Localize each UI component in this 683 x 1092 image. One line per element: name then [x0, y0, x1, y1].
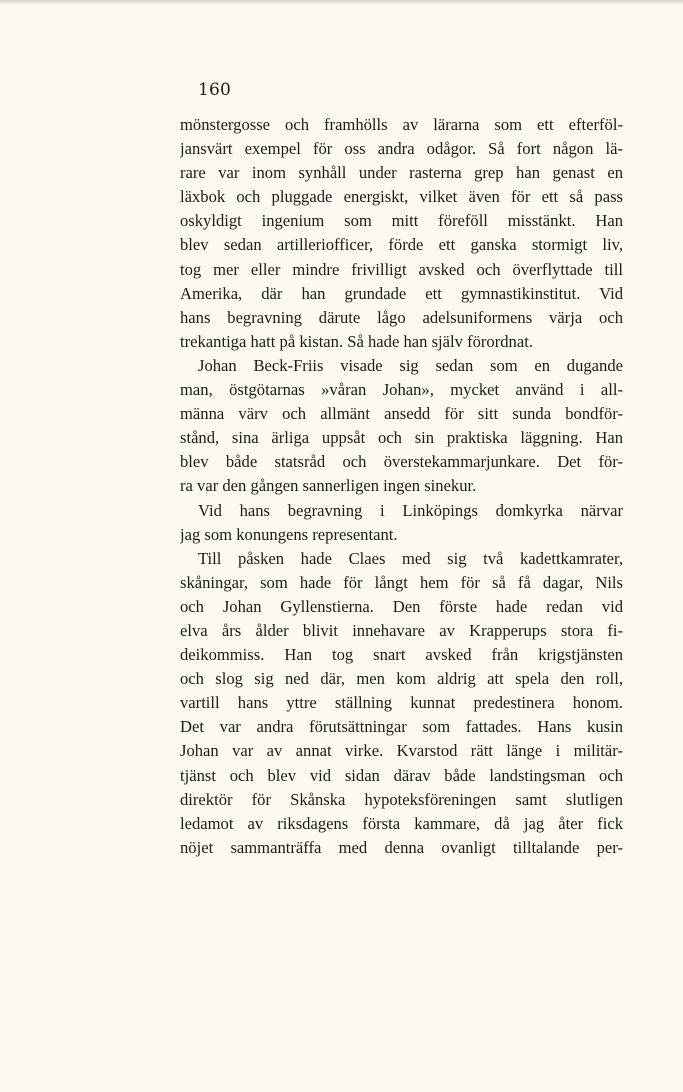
body-text: [180, 113, 623, 860]
text-line: Vid hans begravning i Linköpings domkyrka närvar: [198, 500, 623, 520]
text-line: hans begravning därute lågo adelsuniformens värja och: [180, 307, 623, 327]
text-line: jansvärt exempel för oss andra odågor. Så fort någon lä-: [180, 139, 623, 159]
text-line: jag som konungens representant.: [180, 524, 398, 544]
text-line: Johan var av annat virke. Kvarstod rätt länge i militär-: [180, 741, 623, 761]
text-line: läxbok och pluggade energiskt, vilket även för ett så pass: [180, 187, 623, 207]
page-top-edge: [0, 0, 683, 4]
text-line: vartill hans yttre ställning kunnat predestinera honom.: [180, 693, 623, 713]
text-line: tog mer eller mindre frivilligt avsked och överflyttade till: [180, 259, 623, 279]
text-line: stånd, sina ärliga uppsåt och sin praktiska läggning. Han: [180, 428, 623, 448]
text-line: ra var den gången sannerligen ingen sinekur.: [180, 476, 477, 496]
page-number: 160: [198, 80, 232, 100]
text-line: blev sedan artilleriofficer, förde ett ganska stormigt liv,: [180, 235, 623, 255]
text-line: nöjet sammanträffa med denna ovanligt tilltalande per-: [180, 837, 623, 857]
text-line: direktör för Skånska hypoteksföreningen samt slutligen: [180, 789, 623, 809]
text-line: deikommiss. Han tog snart avsked från krigstjänsten: [180, 645, 623, 665]
text-line: blev både statsråd och överstekammarjunkare. Det för-: [180, 452, 623, 472]
text-line: Amerika, där han grundade ett gymnastikinstitut. Vid: [180, 283, 623, 303]
text-line: skåningar, som hade för långt hem för så få dagar, Nils: [180, 572, 623, 592]
text-line: rare var inom synhåll under rasterna grep han genast en: [180, 163, 623, 183]
text-line: och slog sig ned där, men kom aldrig att spela den roll,: [180, 669, 623, 689]
text-line: oskyldigt ingenium som mitt föreföll misstänkt. Han: [180, 211, 623, 231]
text-line: man, östgötarnas »våran Johan», mycket använd i all-: [180, 380, 623, 400]
text-line: Det var andra förutsättningar som fattades. Hans kusin: [180, 717, 623, 737]
text-line: Johan Beck-Friis visade sig sedan som en dugande: [198, 355, 623, 375]
text-line: ledamot av riksdagens första kammare, då jag åter fick: [180, 813, 623, 833]
text-line: männa värv och allmänt ansedd för sitt sunda bondför-: [180, 404, 623, 424]
text-line: och Johan Gyllenstierna. Den förste hade redan vid: [180, 596, 623, 616]
text-line: mönstergosse och framhölls av lärarna som ett efterföl-: [180, 115, 623, 134]
text-line: tjänst och blev vid sidan därav både landstingsman och: [180, 765, 623, 785]
text-line: trekantiga hatt på kistan. Så hade han själv förordnat.: [180, 331, 533, 351]
text-line: elva års ålder blivit innehavare av Krapperups stora fi-: [180, 620, 623, 640]
text-line: Till påsken hade Claes med sig två kadettkamrater,: [198, 548, 623, 568]
